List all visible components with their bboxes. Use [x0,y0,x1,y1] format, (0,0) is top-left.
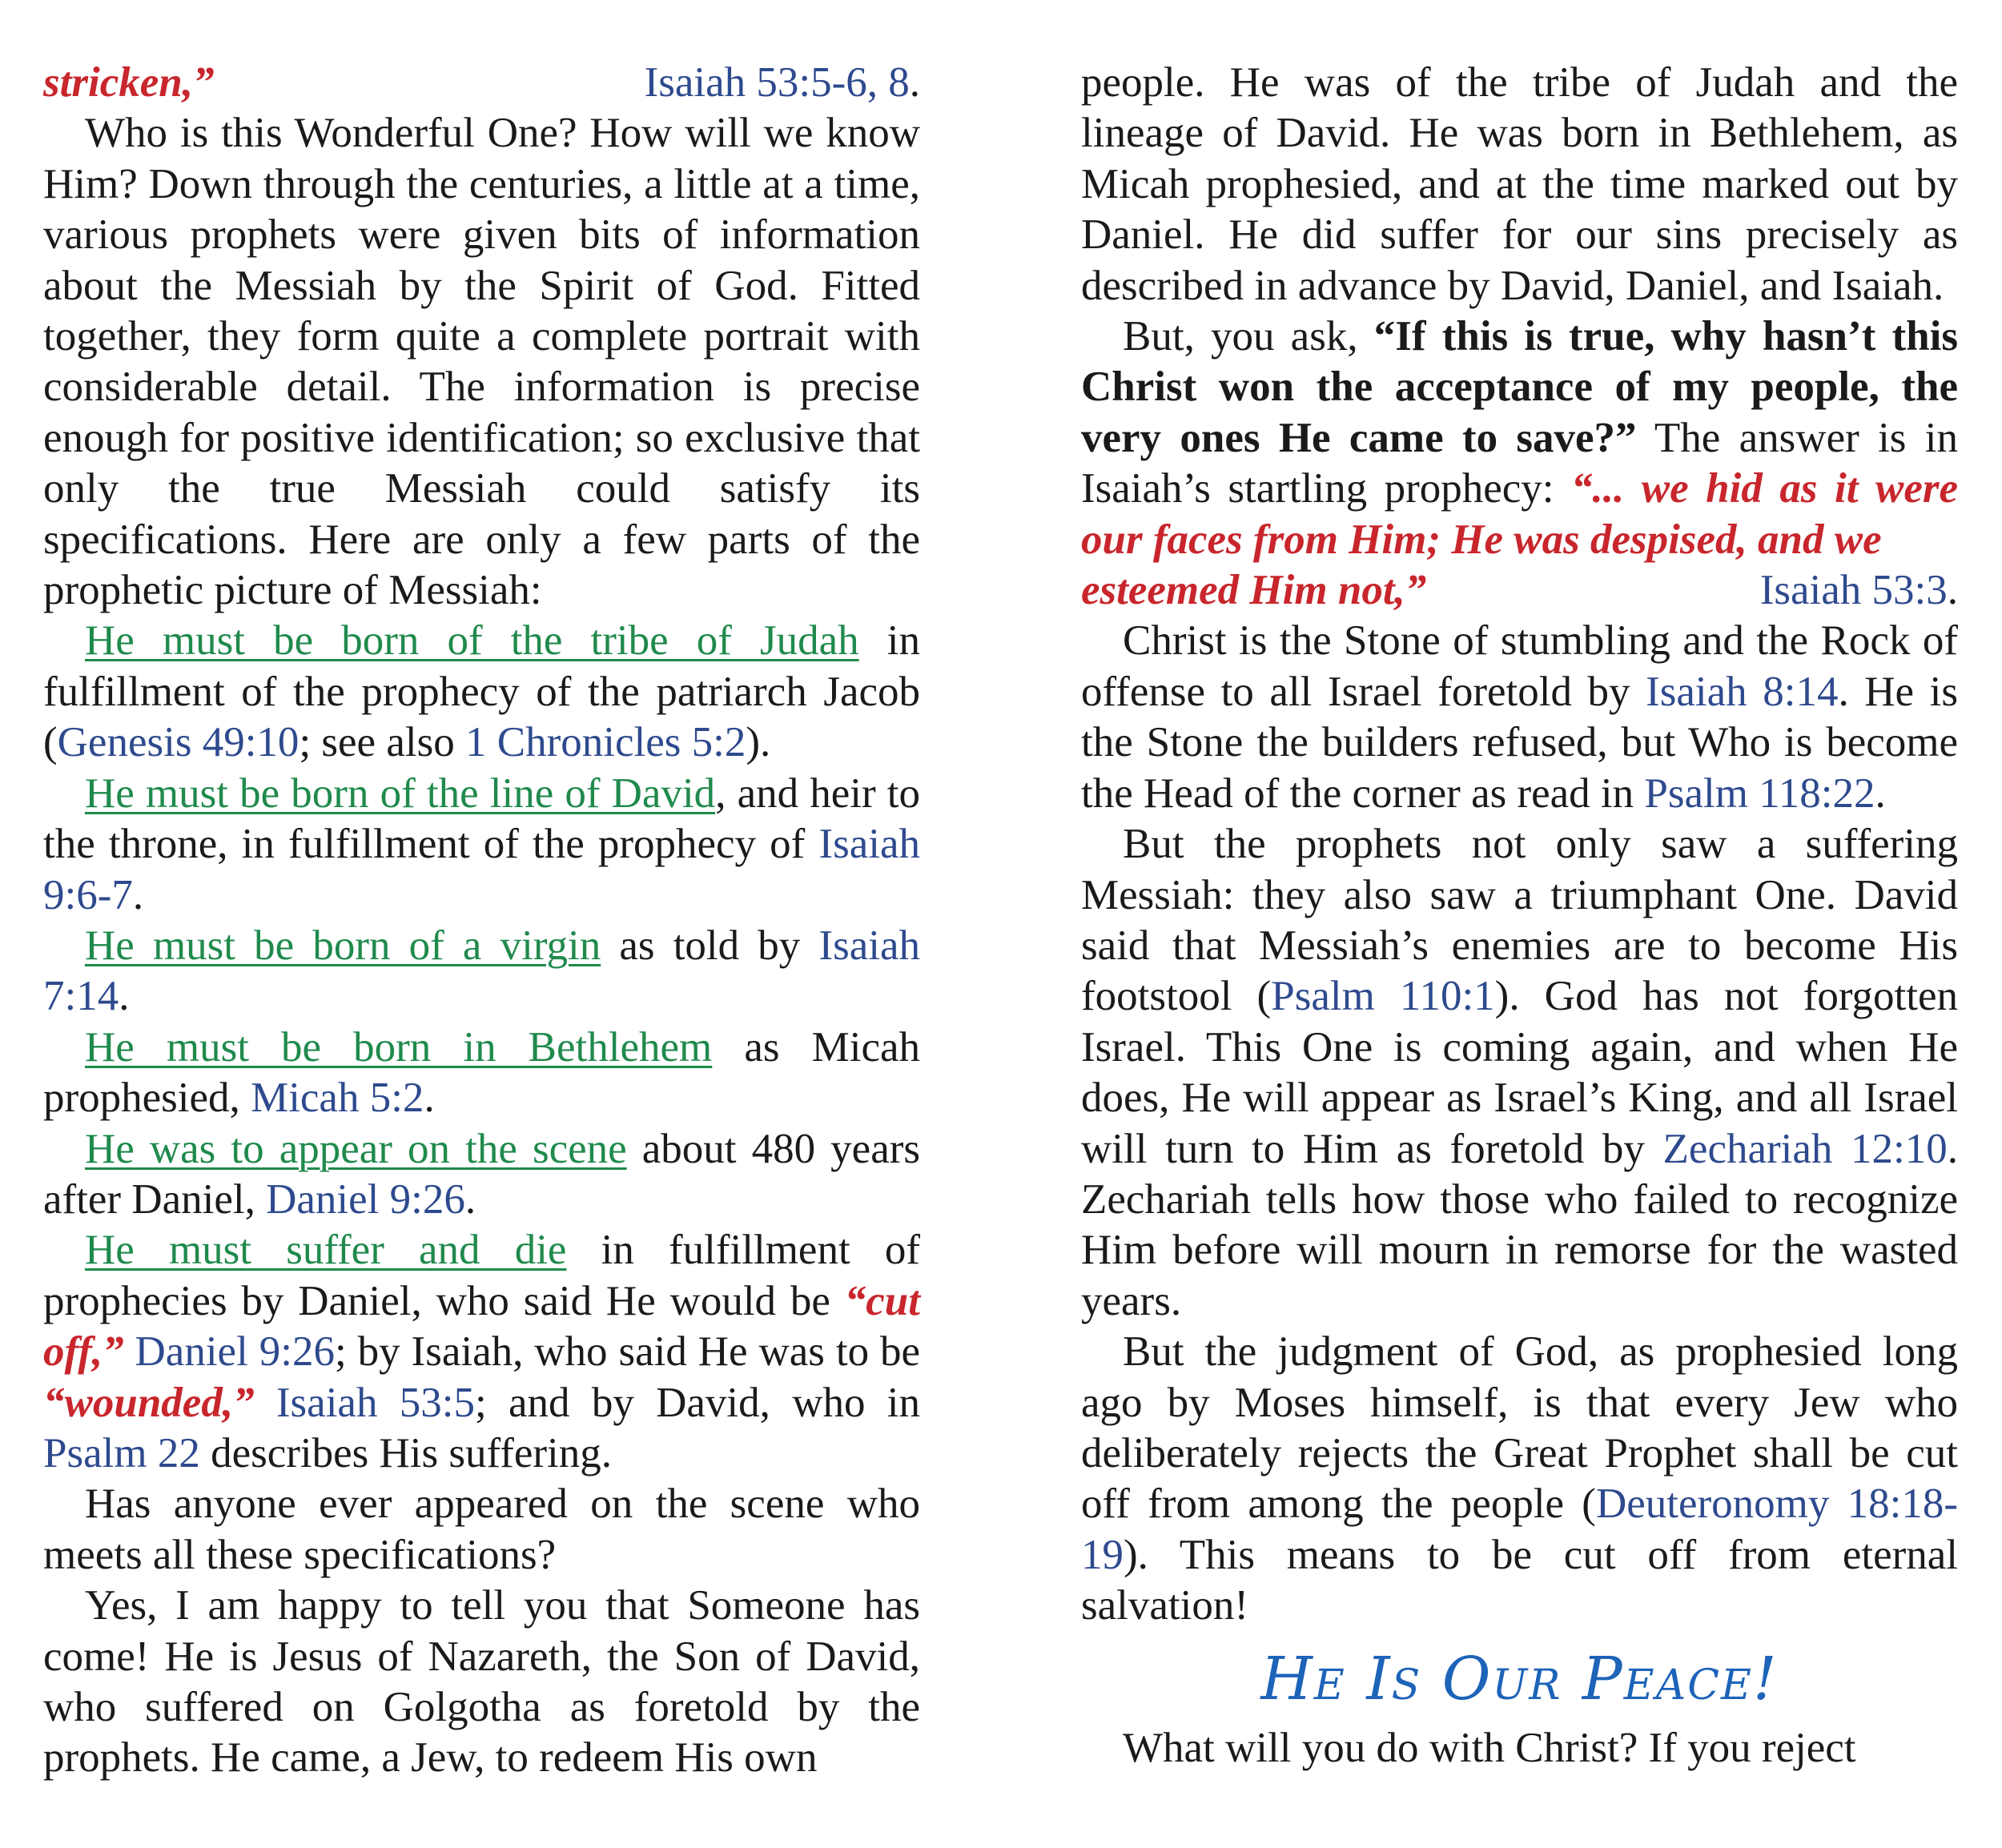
scripture-reference: Micah 5:2 [251,1075,424,1122]
scripture-reference: Genesis 49:10 [57,719,299,766]
verse-citation-line: stricken,” Isaiah 53:5-6, 8. [43,58,920,108]
scripture-reference: Psalm 118:22 [1644,769,1875,817]
verse-citation-line: esteemed Him not,” Isaiah 53:3. [1081,565,1958,616]
scripture-quote: stricken,” [43,59,215,106]
section-heading: He Is Our Peace! [1260,1644,1779,1713]
paragraph: Yes, I am happy to tell you that Someone has come! He is Jesus of Nazareth, the Son of David, who suffered on Golgotha as foretold by the prophets. He came, a Jew, to redeem His own [43,1582,920,1782]
paragraph: Who is this Wonderful One? How will we know Him? Down through the centuries, a little at a time, various prophets were given bits of information about the Messiah by the Spirit of God. Fitted together, they form quite a complete portrait with considerable detail. The information is precise enough for positive identification; so exclusive that only the true Messiah could satisfy its specifications. Here are only a few parts of the prophetic picture of Messiah: [43,110,920,614]
paragraph: He must be born of the tribe of Judah in fulfillment of the prophecy of the patriarch Jacob (Genesis 49:10; see also 1 Chronicles 5:2). [43,617,920,766]
scripture-quote: esteemed Him not,” [1081,567,1427,614]
paragraph: He must be born in Bethlehem as Micah prophesied, Micah 5:2. [43,1023,920,1122]
paragraph: But, you ask, “If this is true, why hasn’t this Christ won the acceptance of my people, the very ones He came to save?” The answer is in Isaiah’s startling prophecy: “... we hid as it were our faces from Him; He was despised, and we [1081,313,1958,563]
paragraph: He must be born of the line of David, and heir to the throne, in fulfillment of the prophecy of Isaiah 9:6-7. [43,769,920,918]
prophecy-highlight: He must be born of the tribe of Judah [85,617,859,665]
scripture-reference: Isaiah 53:5 [275,1379,475,1426]
prophecy-highlight: He must be born in Bethlehem [85,1023,713,1071]
paragraph: Has anyone ever appeared on the scene who meets all these specifications? [43,1480,920,1578]
paragraph: He was to appear on the scene about 480 years after Daniel, Daniel 9:26. [43,1125,920,1223]
scripture-reference: Isaiah 8:14 [1646,668,1839,715]
paragraph: He must suffer and die in fulfillment of prophecies by Daniel, who said He would be “cut off,” Daniel 9:26; by Isaiah, who said He was to be “wounded,” Isaiah 53:5; and by David, who in Psalm 22 describes His suffering. [43,1227,921,1476]
scripture-reference: Isaiah 7:14 [43,922,920,1020]
paragraph: But the judgment of God, as prophesied long ago by Moses himself, is that every Jew who deliberately rejects the Great Prophet shall be cut off from among the people (Deuteronomy 18:18-19). This means to be cut off from eternal salvation! [1081,1328,1958,1629]
paragraph: Christ is the Stone of stumbling and the Rock of offense to all Israel foretold by Isaiah 8:14. He is the Stone the builders refused, but Who is become the Head of the corner as read in Psalm 118:22. [1081,617,1958,817]
paragraph: But the prophets not only saw a suffering Messiah: they also saw a triumphant One. David said that Messiah’s enemies are to become His footstool (Psalm 110:1). God has not forgotten Israel. This One is coming again, and when He does, He will appear as Israel’s King, and all Israel will turn to Him as foretold by Zechariah 12:10. Zechariah tells how those who failed to recognize Him before will mourn in remorse for the wasted years. [1081,821,1958,1324]
paragraph: He must be born of a virgin as told by Isaiah 7:14. [43,922,920,1020]
scripture-reference: Daniel 9:26 [266,1175,465,1223]
scripture-reference: Isaiah 53:3 [1759,567,1948,614]
paragraph: people. He was of the tribe of Judah and the lineage of David. He was born in Bethlehem, as Micah prophesied, and at the time marked out by Daniel. He did suffer for our sins precisely as described in advance by David, Daniel, and Isaiah. [1081,59,1958,309]
scripture-quote: “wounded,” [43,1379,255,1426]
scripture-reference: Psalm 22 [43,1429,200,1476]
left-column [43,58,920,1784]
scripture-reference: Deuteronomy 18:18-19 [1081,1480,1958,1578]
scripture-reference: Daniel 9:26 [135,1328,335,1376]
scripture-reference: Isaiah 53:5-6, 8 [644,59,910,106]
scripture-reference: Isaiah 9:6-7 [43,821,920,918]
bold-question: “If this is true, why hasn’t this Christ won the acceptance of my people, the very ones He came to save?” [1081,313,1958,461]
scripture-quote: “cut off,” [43,1277,920,1376]
prophecy-highlight: He must suffer and die [85,1227,567,1274]
prophecy-highlight: He was to appear on the scene [85,1125,627,1172]
right-column [1081,58,1958,1774]
scripture-quote: “... we hid as it were our faces from Him; He was despised, and we [1081,465,1958,563]
paragraph: What will you do with Christ? If you reject [1123,1724,1856,1771]
prophecy-highlight: He must be born of the line of David [85,769,716,817]
scripture-reference: 1 Chronicles 5:2 [464,719,746,766]
scripture-reference: Zechariah 12:10 [1662,1125,1948,1172]
scripture-reference: Psalm 110:1 [1271,973,1495,1020]
prophecy-highlight: He must be born of a virgin [85,922,601,969]
